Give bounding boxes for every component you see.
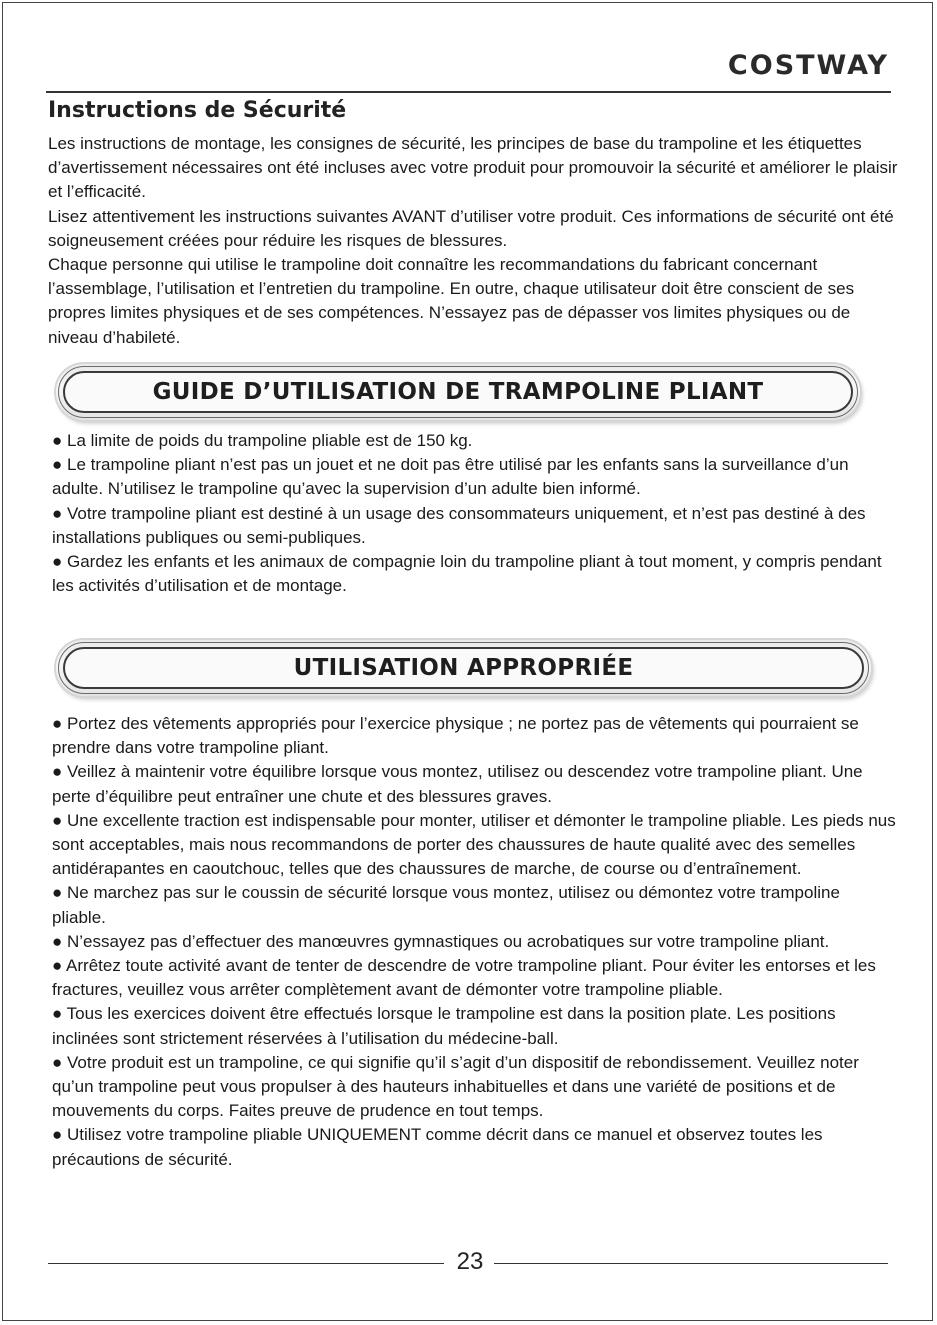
- guide-list: [52, 429, 897, 598]
- section-title: Instructions de Sécurité: [48, 98, 347, 123]
- banner-inner: [63, 371, 853, 413]
- list-item: ● Portez des vêtements appropriés pour l’exercice physique ; ne portez pas de vêtements qui pourraient se prendre dans votre trampoline pliant.: [52, 714, 859, 758]
- list-item: ● Tous les exercices doivent être effectués lorsque le trampoline est dans la position plate. Les positions inclinées sont strictement réservées à l’utilisation du médecine-ball.: [52, 1004, 836, 1048]
- banner-guide-title: GUIDE D’UTILISATION DE TRAMPOLINE PLIANT: [152, 379, 764, 405]
- list-item: ● Gardez les enfants et les animaux de compagnie loin du trampoline pliant à tout moment, y compris pendant les activités d’utilisation et de montage.: [52, 552, 882, 596]
- brand-logo: COSTWAY: [727, 50, 889, 81]
- list-item: ● Utilisez votre trampoline pliable UNIQUEMENT comme décrit dans ce manuel et observez toutes les précautions de sécurité.: [52, 1125, 823, 1169]
- list-item: ● Votre produit est un trampoline, ce qui signifie qu’il s’agit d’un dispositif de rebondissement. Veuillez noter qu’un trampoline peut vous propulser à des hauteurs inhabituelles et dans une variété de positions et de mouvements du corps. Faites preuve de prudence en tout temps.: [52, 1052, 859, 1121]
- intro-paragraph: Chaque personne qui utilise le trampoline doit connaître les recommandations du fabricant concernant l’assemblage, l’utilisation et l’entretien du trampoline. En outre, chaque utilisateur doit être conscient de ses propres limites physiques et de ses compétences. N’essayez pas de dépasser vos limites physiques ou de niveau d’habileté.: [48, 255, 855, 347]
- list-item: ● Ne marchez pas sur le coussin de sécurité lorsque vous montez, utilisez ou démontez votre trampoline pliable.: [52, 883, 840, 927]
- intro-text: [48, 132, 898, 350]
- list-item: ● Le trampoline pliant n’est pas un jouet et ne doit pas être utilisé par les enfants sans la surveillance d’un adulte. N’utilisez le trampoline qu’avec la supervision d’un adulte bien informé.: [52, 455, 849, 499]
- banner-usage: [56, 640, 871, 696]
- list-item: ● Votre trampoline pliant est destiné à un usage des consommateurs uniquement, et n’est pas destiné à des installations publiques ou semi-publiques.: [52, 503, 866, 547]
- footer-rule-left: [48, 1263, 444, 1264]
- list-item: ● Arrêtez toute activité avant de tenter de descendre de votre trampoline pliant. Pour éviter les entorses et les fractures, veuillez vous arrêter complètement avant de démonter votre trampoline pliable.: [52, 956, 876, 1000]
- page-number: 23: [456, 1248, 484, 1275]
- list-item: ● Une excellente traction est indispensable pour monter, utiliser et démonter le trampoline pliable. Les pieds nus sont acceptables, mais nous recommandons de porter des chaussures de haute qualité avec des semelles antidérapantes en caoutchouc, telles que des chaussures de marche, de course ou d’entraînement.: [52, 810, 896, 879]
- banner-guide: [56, 364, 860, 420]
- list-item: ● Veillez à maintenir votre équilibre lorsque vous montez, utilisez ou descendez votre trampoline pliant. Une perte d’équilibre peut entraîner une chute et des blessures graves.: [52, 762, 863, 806]
- header-divider: [46, 91, 891, 93]
- banner-usage-title: UTILISATION APPROPRIÉE: [293, 655, 634, 681]
- intro-paragraph: Lisez attentivement les instructions suivantes AVANT d’utiliser votre produit. Ces informations de sécurité ont été soigneusement créées pour réduire les risques de blessures.: [48, 206, 894, 250]
- banner-inner: [63, 647, 864, 689]
- intro-paragraph: Les instructions de montage, les consignes de sécurité, les principes de base du trampoline et les étiquettes d’avertissement nécessaires ont été incluses avec votre produit pour promouvoir la sécurité et améliorer le plaisir et l’efficacité.: [48, 134, 898, 202]
- list-item: ● N’essayez pas d’effectuer des manœuvres gymnastiques ou acrobatiques sur votre trampoline pliant.: [52, 931, 830, 951]
- list-item: ● La limite de poids du trampoline pliable est de 150 kg.: [52, 431, 473, 450]
- footer-rule-right: [494, 1263, 888, 1264]
- usage-list: [52, 712, 897, 1172]
